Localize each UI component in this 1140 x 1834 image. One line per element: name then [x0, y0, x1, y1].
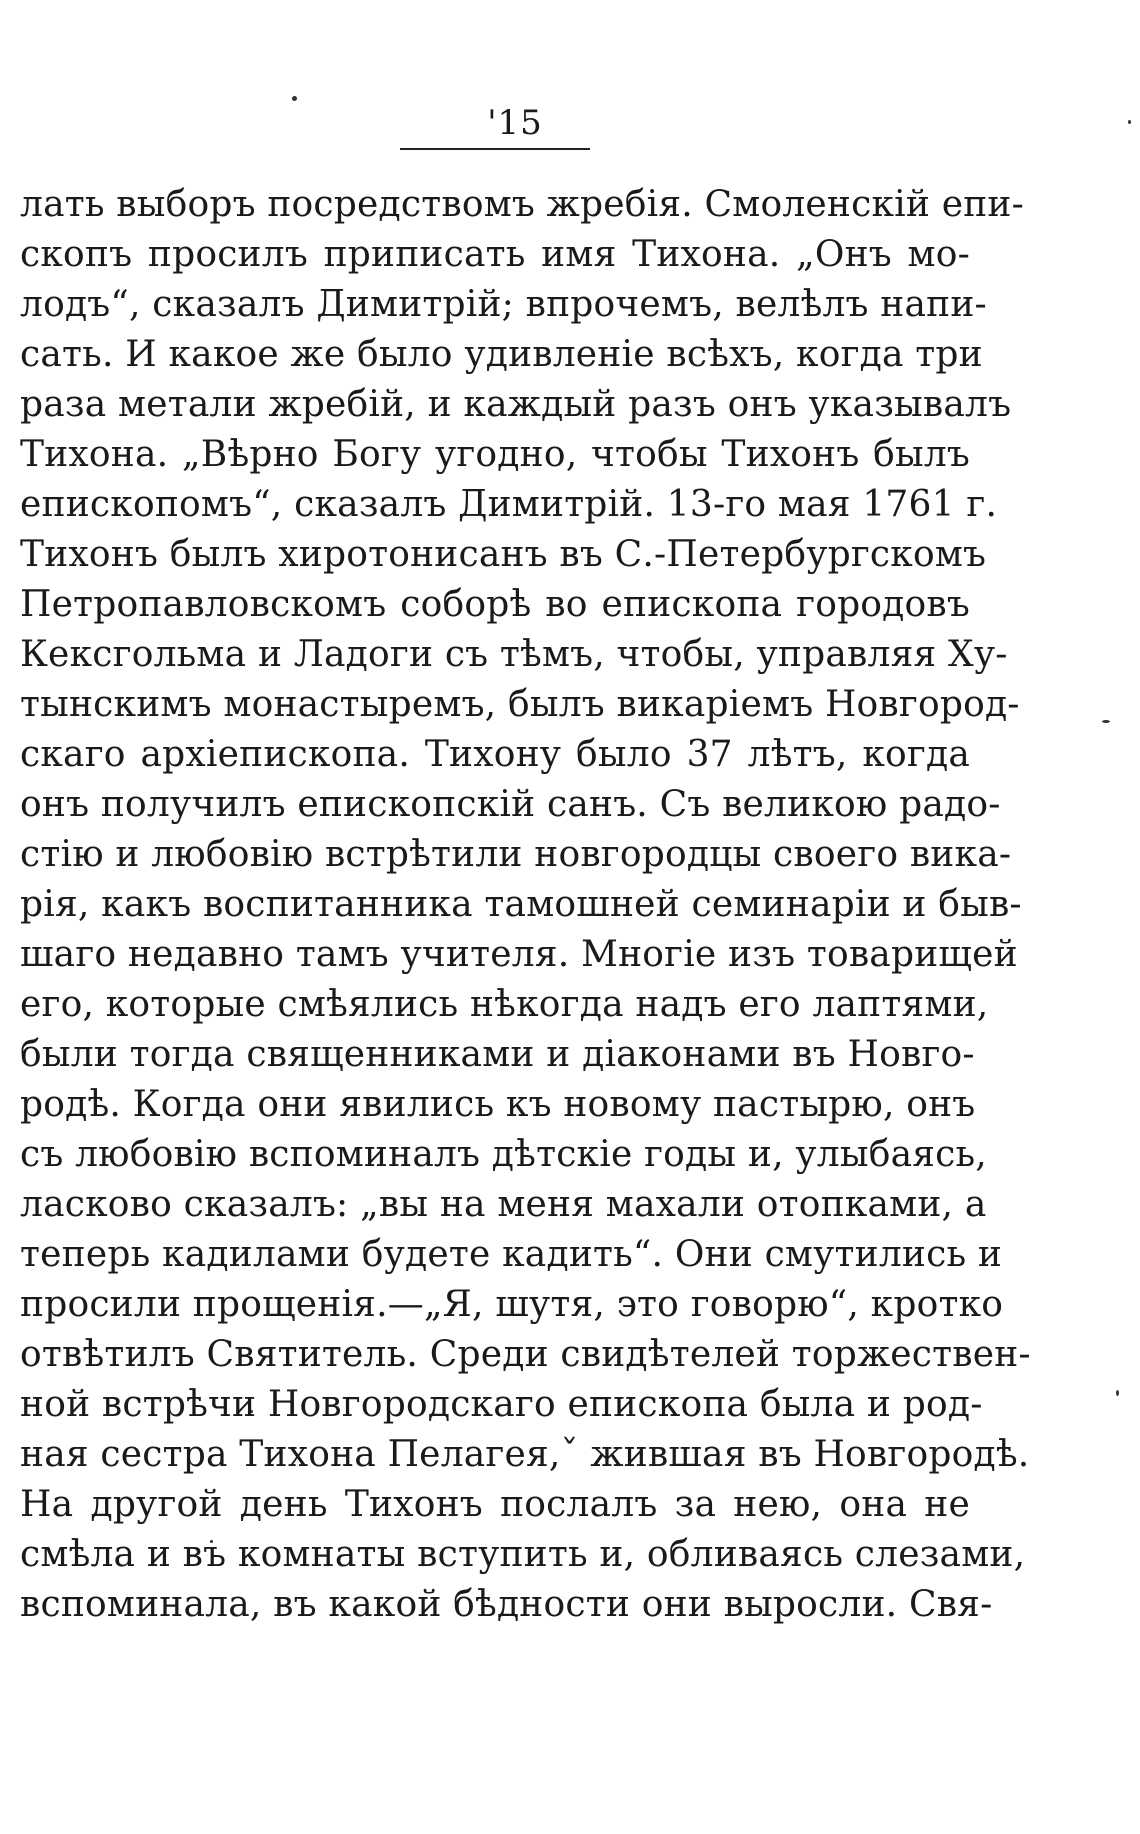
body-text [20, 180, 1031, 1630]
text-line: его, которые смѣялись нѣкогда надъ его лаптями, [20, 984, 989, 1025]
text-line: родѣ. Когда они явились къ новому пастырю, онъ [20, 1084, 976, 1125]
text-line: были тогда священниками и діаконами въ Новго- [20, 1034, 975, 1075]
text-line: шаго недавно тамъ учителя. Многіе изъ товарищей [20, 934, 1018, 975]
text-line: лать выборъ посредствомъ жребія. Смоленскій епи- [20, 184, 1024, 225]
text-line: раза метали жребій, и каждый разъ онъ указывалъ [20, 384, 1012, 425]
text-line: тынскимъ монастыремъ, былъ викаріемъ Новгород- [20, 684, 1020, 725]
text-line: стію и любовію встрѣтили новгородцы своего вика- [20, 834, 1012, 875]
text-line: епископомъ“, сказалъ Димитрій. 13-го мая 1761 г. [20, 484, 998, 525]
text-line: рія, какъ воспитанника тамошней семинаріи и быв- [20, 884, 1022, 925]
text-line: Тихона. „Вѣрно Богу угодно, чтобы Тихонъ былъ [20, 434, 970, 475]
text-line: скаго архіепископа. Тихону было 37 лѣтъ, когда [20, 734, 970, 775]
header-rule [400, 148, 590, 150]
text-line: отвѣтилъ Святитель. Среди свидѣтелей торжествен- [20, 1334, 1031, 1375]
page-header [0, 98, 1140, 158]
text-line: съ любовію вспоминалъ дѣтскіе годы и, улыбаясь, [20, 1134, 987, 1175]
text-line: теперь кадилами будете кадить“. Они смутились и [20, 1234, 1003, 1275]
text-line: скопъ просилъ приписать имя Тихона. „Онъ мо- [20, 234, 970, 275]
scan-speck [1128, 120, 1131, 124]
text-line: онъ получилъ епископскій санъ. Съ великою радо- [20, 784, 1001, 825]
text-line: смѣла и въ комнаты вступить и, обливаясь слезами, [20, 1534, 1026, 1575]
text-line: На другой день Тихонъ послалъ за нею, она не [20, 1484, 970, 1525]
scan-speck [1102, 720, 1110, 723]
scan-speck [292, 96, 297, 101]
text-line: лодъ“, сказалъ Димитрій; впрочемъ, велѣлъ напи- [20, 284, 987, 325]
text-line: просили прощенія.—„Я, шутя, это говорю“, кротко [20, 1284, 1004, 1325]
text-line: сать. И какое же было удивленіе всѣхъ, когда три [20, 334, 983, 375]
text-line: ной встрѣчи Новгородскаго епископа была и род- [20, 1384, 983, 1425]
text-line: ласково сказалъ: „вы на меня махали отопками, а [20, 1184, 987, 1225]
scan-speck [1116, 1390, 1119, 1396]
page-number: '15 [487, 103, 543, 143]
text-line: Кексгольма и Ладоги съ тѣмъ, чтобы, управляя Ху- [20, 634, 1008, 675]
text-line: ная сестра Тихона Пелагея,ˇ жившая въ Новгородѣ. [20, 1434, 1030, 1475]
text-line: Петропавловскомъ соборѣ во епископа городовъ [20, 584, 970, 625]
text-line: вспоминала, въ какой бѣдности они выросли. Свя- [20, 1584, 993, 1625]
text-line: Тихонъ былъ хиротонисанъ въ С.-Петербургскомъ [20, 534, 987, 575]
